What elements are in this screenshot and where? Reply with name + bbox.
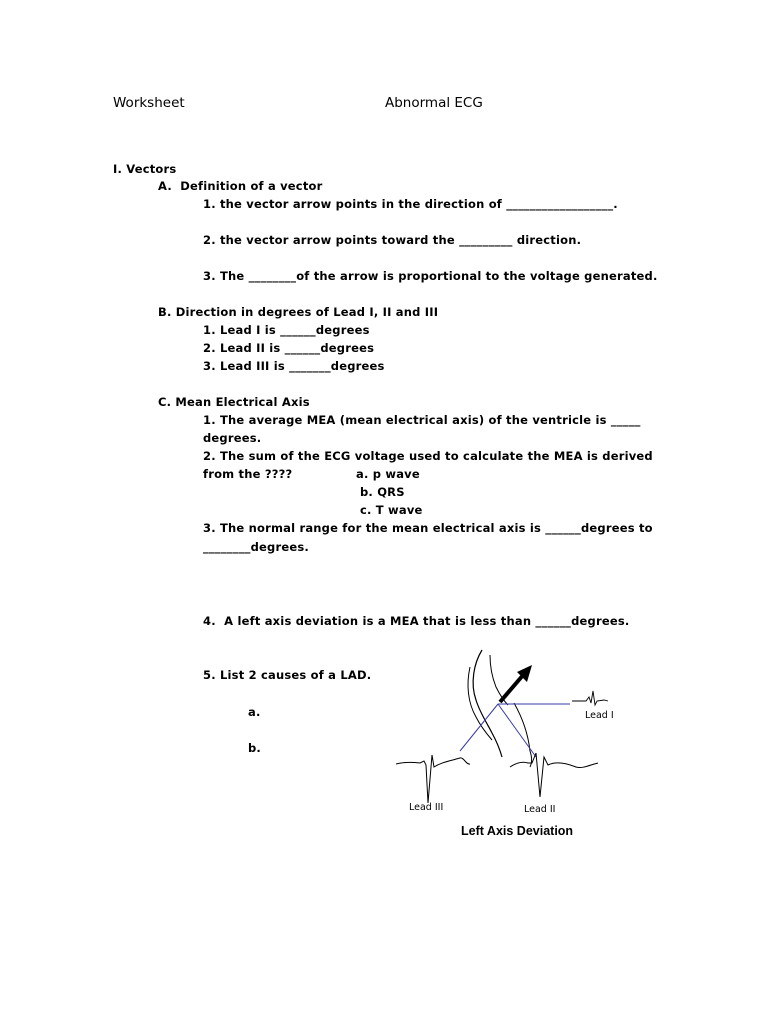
lead1-trace <box>572 691 608 705</box>
question-a2: 2. the vector arrow points toward the _________ direction. <box>203 233 582 247</box>
heart-outline <box>473 650 502 757</box>
question-c5: 5. List 2 causes of a LAD. <box>203 668 372 682</box>
subsection-b-title: B. Direction in degrees of Lead I, II and III <box>158 305 439 319</box>
question-c2-line2: from the ???? <box>203 467 293 481</box>
option-c: c. T wave <box>360 503 423 517</box>
lead2-trace <box>510 753 598 797</box>
figure-caption: Left Axis Deviation <box>461 824 574 838</box>
option-a: a. p wave <box>356 467 420 481</box>
question-a3: 3. The ________of the arrow is proportional to the voltage generated. <box>203 269 658 283</box>
lead2-label: Lead II <box>524 804 556 815</box>
header-worksheet: Worksheet <box>113 95 185 111</box>
answer-a-label: a. <box>248 705 261 719</box>
lead1-label: Lead I <box>585 710 614 721</box>
question-c3-line2: ________degrees. <box>203 540 309 554</box>
question-a1: 1. the vector arrow points in the direction of __________________. <box>203 197 618 211</box>
question-c1-line2: degrees. <box>203 431 262 445</box>
question-b3: 3. Lead III is _______degrees <box>203 359 385 373</box>
heart-outline-right <box>514 703 532 767</box>
question-c4: 4. A left axis deviation is a MEA that is less than ______degrees. <box>203 614 630 628</box>
question-b1: 1. Lead I is ______degrees <box>203 323 370 337</box>
heart-outline-left <box>468 667 492 740</box>
question-c3-line1: 3. The normal range for the mean electrical axis is ______degrees to <box>203 521 653 535</box>
lead2-axis-line <box>498 704 536 757</box>
question-c2-line1: 2. The sum of the ECG voltage used to calculate the MEA is derived <box>203 449 653 463</box>
left-axis-deviation-figure <box>390 645 614 845</box>
option-b: b. QRS <box>360 485 405 499</box>
subsection-c-title: C. Mean Electrical Axis <box>158 395 310 409</box>
section-title-vectors: I. Vectors <box>113 162 177 176</box>
question-c1-line1: 1. The average MEA (mean electrical axis) of the ventricle is _____ <box>203 413 641 427</box>
subsection-a-title: A. Definition of a vector <box>158 179 323 193</box>
question-b2: 2. Lead II is ______degrees <box>203 341 375 355</box>
header-title: Abnormal ECG <box>385 95 483 111</box>
answer-b-label: b. <box>248 741 262 755</box>
lead3-trace <box>396 755 470 803</box>
lead3-label: Lead III <box>409 802 444 813</box>
lead3-axis-line <box>460 704 498 751</box>
mea-arrow-shaft <box>500 674 524 702</box>
